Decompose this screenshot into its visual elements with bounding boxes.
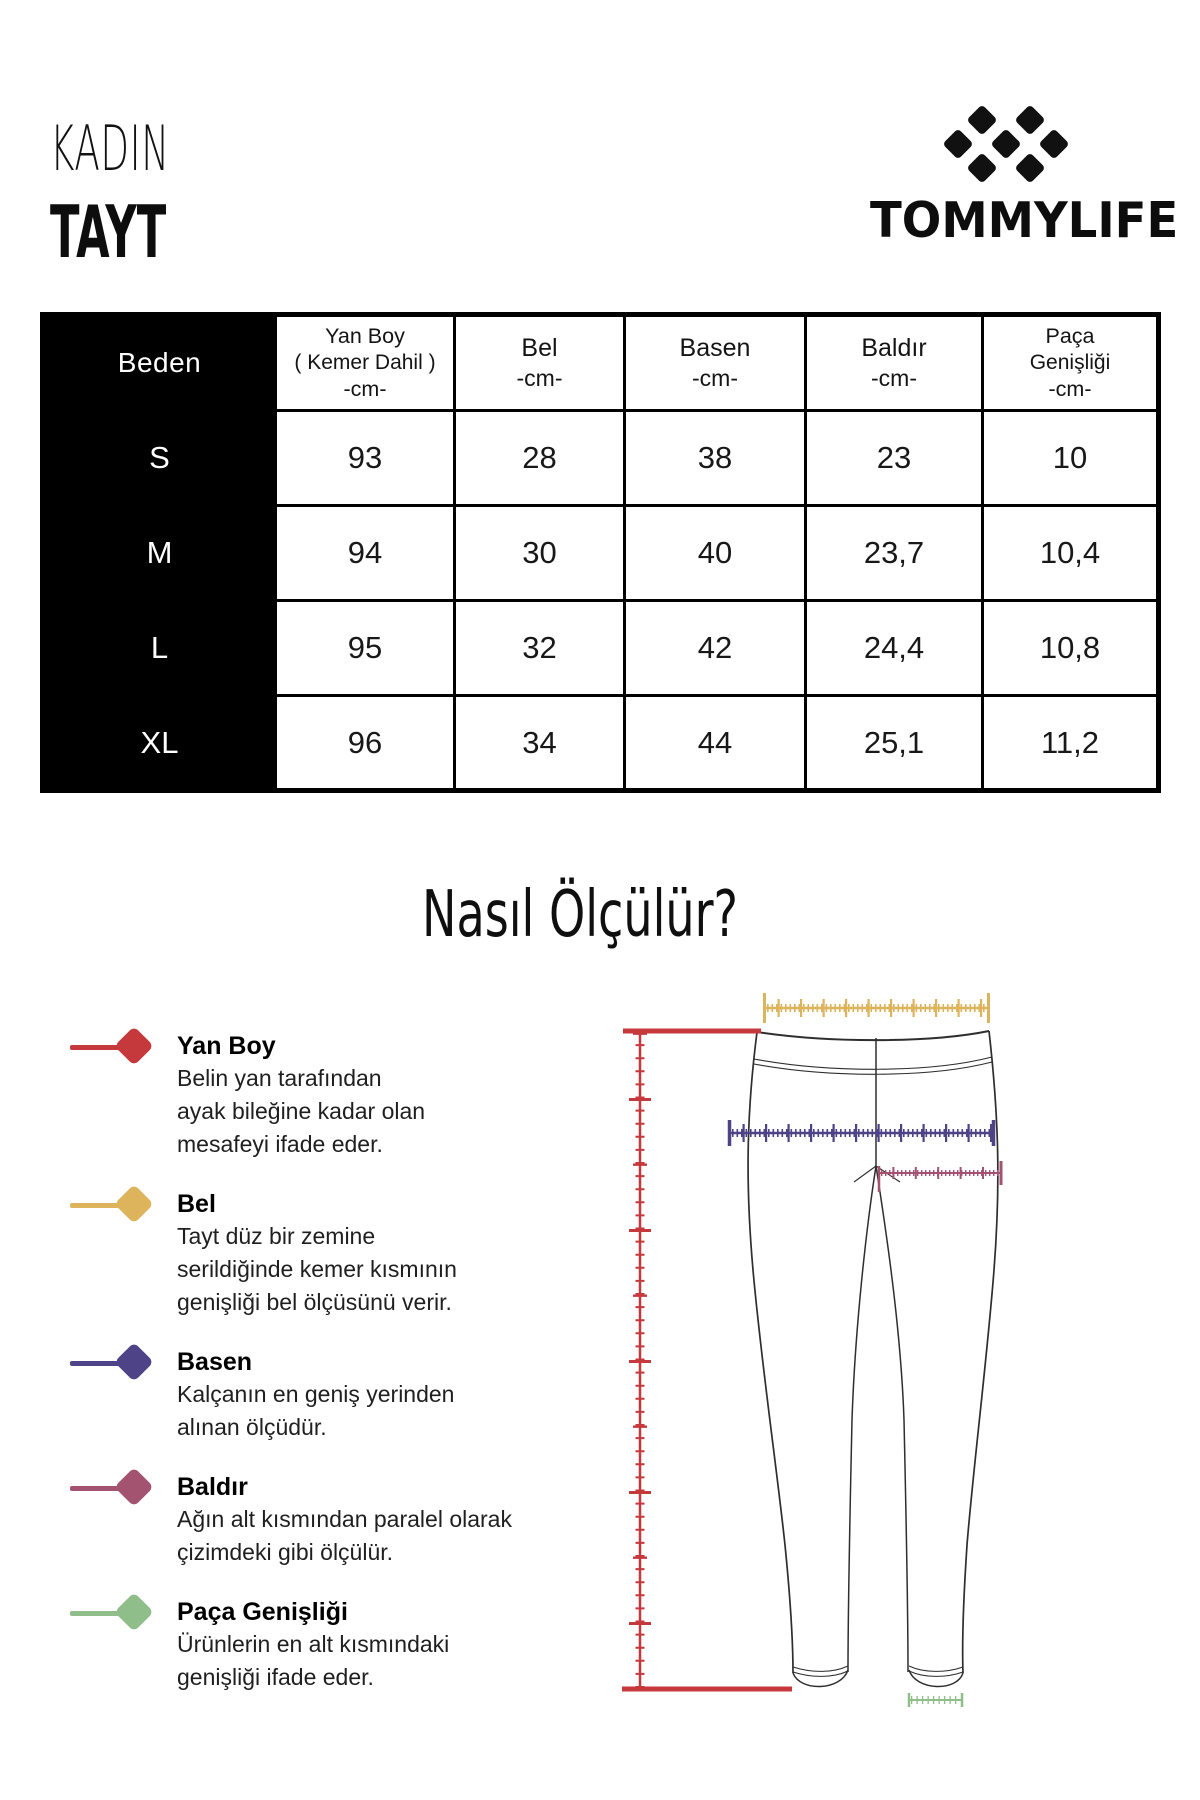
value-cell: 40 bbox=[625, 506, 806, 601]
legend-desc-line: Tayt düz bir zemine bbox=[177, 1223, 376, 1249]
marker-line bbox=[70, 1611, 120, 1616]
value-cell: 24,4 bbox=[806, 601, 983, 696]
legend-desc-line: genişliği bel ölçüsünü verir. bbox=[177, 1289, 452, 1315]
table-row bbox=[43, 411, 1159, 506]
marker-line bbox=[70, 1045, 120, 1050]
paca-diamond-icon bbox=[114, 1592, 154, 1632]
brand-logo-icon bbox=[940, 96, 1074, 194]
value-cell: 23 bbox=[806, 411, 983, 506]
value-cell: 30 bbox=[455, 506, 625, 601]
value-cell: 28 bbox=[455, 411, 625, 506]
yan-boy-marker bbox=[62, 1030, 177, 1072]
yan-boy-diamond-icon bbox=[114, 1026, 154, 1066]
bel-marker bbox=[62, 1188, 177, 1230]
value-cell: 94 bbox=[276, 506, 455, 601]
table-row bbox=[43, 506, 1159, 601]
value-cell: 25,1 bbox=[806, 696, 983, 791]
legend-desc-line: Kalçanın en geniş yerinden bbox=[177, 1381, 455, 1407]
legend-desc-line: alınan ölçüdür. bbox=[177, 1414, 327, 1440]
legend-item-bel bbox=[62, 1188, 542, 1319]
size-table bbox=[40, 312, 1161, 793]
legend-desc-line: Ağın alt kısmından paralel olarak bbox=[177, 1506, 512, 1532]
baldir-marker bbox=[62, 1471, 177, 1513]
value-cell: 10,8 bbox=[983, 601, 1159, 696]
value-cell: 10,4 bbox=[983, 506, 1159, 601]
leggings-diagram bbox=[540, 980, 1060, 1720]
size-cell-l: L bbox=[43, 601, 276, 696]
marker-line bbox=[70, 1361, 120, 1366]
legend-item-basen bbox=[62, 1346, 542, 1444]
legend-desc-line: Belin yan tarafından bbox=[177, 1065, 382, 1091]
bel-diamond-icon bbox=[114, 1184, 154, 1224]
category-label: KADIN bbox=[50, 112, 170, 185]
measurement-legend bbox=[62, 1030, 542, 1721]
value-cell: 93 bbox=[276, 411, 455, 506]
brand-wordmark: TOMMYLIFE bbox=[870, 192, 1179, 249]
legend-desc-line: çizimdeki gibi ölçülür. bbox=[177, 1539, 394, 1565]
legend-desc-line: mesafeyi ifade eder. bbox=[177, 1131, 383, 1157]
value-cell: 32 bbox=[455, 601, 625, 696]
value-cell: 96 bbox=[276, 696, 455, 791]
value-cell: 42 bbox=[625, 601, 806, 696]
legend-item-baldir bbox=[62, 1471, 542, 1569]
legend-item-paca-genisligi bbox=[62, 1596, 542, 1694]
product-type-label: TAYT bbox=[50, 190, 167, 274]
basen-marker bbox=[62, 1346, 177, 1388]
baldir-ruler bbox=[878, 1161, 1002, 1192]
legend-desc-line: ayak bileğine kadar olan bbox=[177, 1098, 426, 1124]
legend-label: Bel bbox=[177, 1190, 216, 1218]
col-header-paca-genisligi: Paça Genişliği -cm- bbox=[983, 315, 1159, 411]
value-cell: 34 bbox=[455, 696, 625, 791]
legend-label: Paça Genişliği bbox=[177, 1598, 348, 1626]
basen-ruler bbox=[728, 1120, 995, 1146]
col-header-yan-boy: Yan Boy ( Kemer Dahil ) -cm- bbox=[276, 315, 455, 411]
basen-diamond-icon bbox=[114, 1342, 154, 1382]
legend-label: Yan Boy bbox=[177, 1032, 276, 1060]
value-cell: 38 bbox=[625, 411, 806, 506]
value-cell: 11,2 bbox=[983, 696, 1159, 791]
table-row bbox=[43, 696, 1159, 791]
value-cell: 95 bbox=[276, 601, 455, 696]
table-corner-beden bbox=[43, 315, 276, 411]
size-cell-s: S bbox=[43, 411, 276, 506]
legend-item-yan-boy bbox=[62, 1030, 542, 1161]
size-cell-xl: XL bbox=[43, 696, 276, 791]
paca-marker bbox=[62, 1596, 177, 1638]
legend-label: Basen bbox=[177, 1348, 253, 1376]
beden-label: Beden bbox=[117, 347, 202, 378]
legend-desc-line: genişliği ifade eder. bbox=[177, 1664, 374, 1690]
value-cell: 10 bbox=[983, 411, 1159, 506]
legend-label: Baldır bbox=[177, 1473, 248, 1501]
col-header-bel: Bel -cm- bbox=[455, 315, 625, 411]
value-cell: 44 bbox=[625, 696, 806, 791]
bel-ruler bbox=[763, 993, 990, 1023]
col-header-basen: Basen -cm- bbox=[625, 315, 806, 411]
table-row bbox=[43, 601, 1159, 696]
col-header-baldir: Baldır -cm- bbox=[806, 315, 983, 411]
legend-desc-line: serildiğinde kemer kısmının bbox=[177, 1256, 457, 1282]
legend-desc-line: Ürünlerin en alt kısmındaki bbox=[177, 1631, 450, 1657]
value-cell: 23,7 bbox=[806, 506, 983, 601]
size-cell-m: M bbox=[43, 506, 276, 601]
baldir-diamond-icon bbox=[114, 1467, 154, 1507]
paca-ruler bbox=[908, 1693, 963, 1707]
marker-line bbox=[70, 1203, 120, 1208]
how-to-measure-title: Nasıl Ölçülür? bbox=[422, 878, 738, 952]
marker-line bbox=[70, 1486, 120, 1491]
